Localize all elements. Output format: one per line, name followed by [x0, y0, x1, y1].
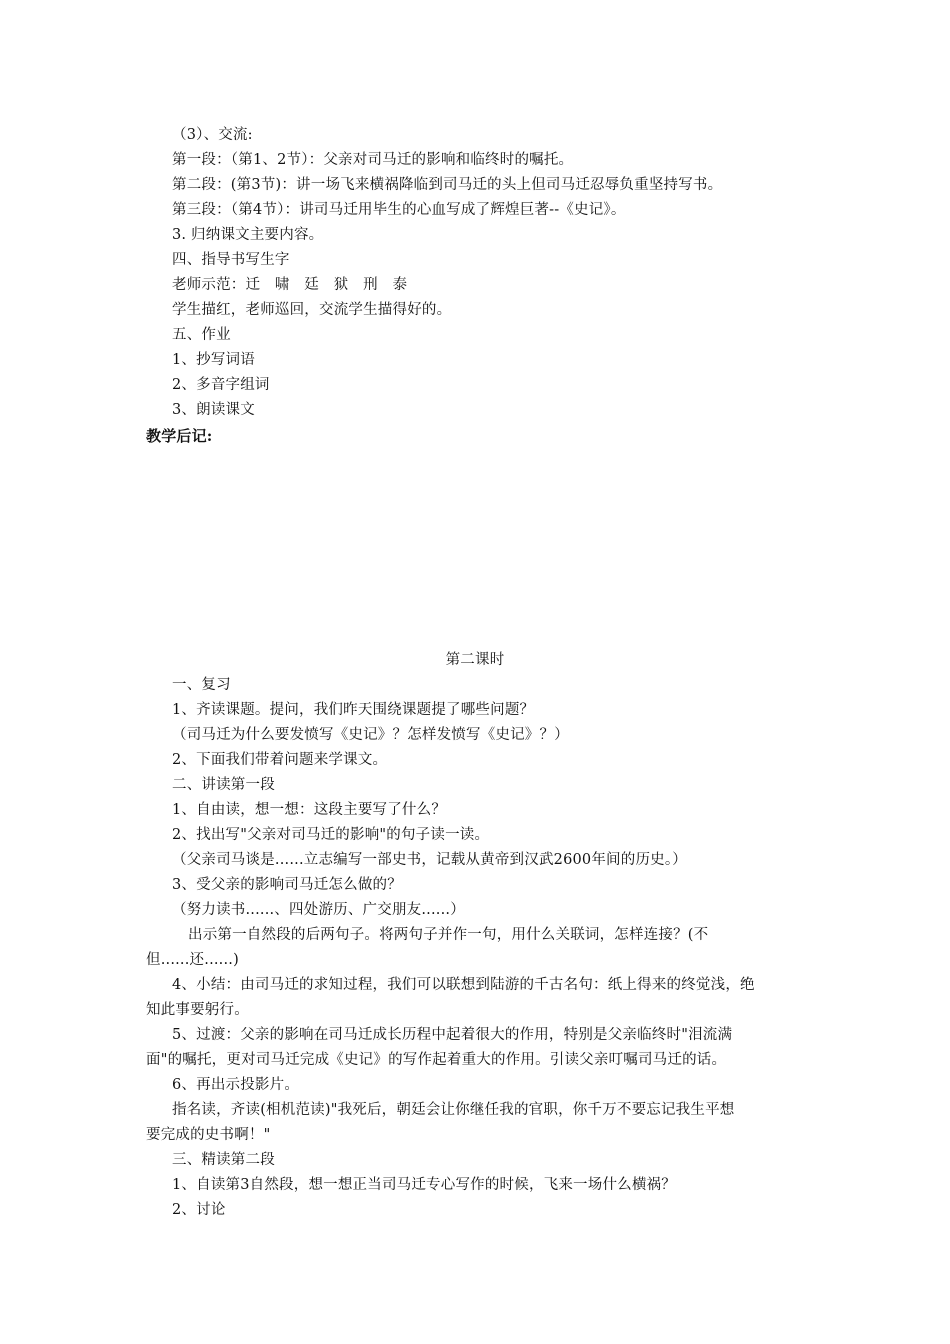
text-line: 3、朗读课文: [172, 402, 255, 418]
paragraph-line: 面"的嘱托，更对司马迁完成《史记》的写作起着重大的作用。引读父亲叮嘱司马迁的话。: [146, 1052, 727, 1068]
text-line: 老师示范：迁 啸 廷 狱 刑 泰: [172, 277, 408, 293]
text-line: 2、多音字组词: [172, 377, 270, 393]
text-line: 第二段：(第3节)：讲一场飞来横祸降临到司马迁的头上但司马迁忍辱负重坚持写书。: [172, 177, 723, 193]
heading-line: 一、复习: [172, 677, 231, 693]
text-line: （父亲司马谈是......立志编写一部史书，记载从黄帝到汉武2600年间的历史。）: [172, 852, 688, 868]
text-line: 3、受父亲的影响司马迁怎么做的？: [172, 877, 402, 893]
text-line: 第三段：（第4节）：讲司马迁用毕生的心血写成了辉煌巨著--《史记》。: [172, 202, 626, 218]
text-line: 2、下面我们带着问题来学课文。: [172, 752, 388, 768]
section-title: 第二课时: [445, 652, 505, 668]
paragraph-line: 5、过渡：父亲的影响在司马迁成长历程中起着很大的作用，特别是父亲临终时"泪流满: [172, 1027, 733, 1043]
text-line: （司马迁为什么要发愤写《史记》？怎样发愤写《史记》？）: [172, 727, 569, 743]
text-line: 1、自读第3自然段，想一想正当司马迁专心写作的时候，飞来一场什么横祸？: [172, 1177, 676, 1193]
text-line: 第一段：（第1、2节）：父亲对司马迁的影响和临终时的嘱托。: [172, 152, 574, 168]
paragraph-line: 指名读，齐读(相机范读)"我死后，朝廷会让你继任我的官职，你千万不要忘记我生平想: [172, 1102, 735, 1118]
heading-line: 四、指导书写生字: [172, 252, 290, 268]
text-line: 1、抄写词语: [172, 352, 255, 368]
text-line: 2、找出写"父亲对司马迁的影响"的句子读一读。: [172, 827, 490, 843]
text-line: 学生描红，老师巡回，交流学生描得好的。: [172, 302, 452, 318]
text-line: 1、自由读，想一想：这段主要写了什么？: [172, 802, 447, 818]
heading-line: 二、讲读第一段: [172, 777, 275, 793]
paragraph-line: 但......还......): [146, 952, 239, 968]
heading-line: 五、作业: [172, 327, 231, 343]
paragraph-line: 出示第一自然段的后两句子。将两句子并作一句，用什么关联词，怎样连接？(不: [188, 927, 709, 943]
text-line: 1、齐读课题。提问，我们昨天围绕课题提了哪些问题？: [172, 702, 535, 718]
paragraph-line: 知此事要躬行。: [146, 1002, 249, 1018]
text-line: 6、再出示投影片。: [172, 1077, 300, 1093]
heading-line: 三、精读第二段: [172, 1152, 275, 1168]
afterword-heading: 教学后记:: [146, 427, 213, 445]
text-line: （努力读书......、四处游历、广交朋友......）: [172, 902, 465, 918]
paragraph-line: 要完成的史书啊！": [146, 1127, 271, 1143]
text-line: （3）、交流:: [172, 127, 253, 143]
text-line: 3. 归纳课文主要内容。: [172, 227, 324, 243]
paragraph-line: 4、小结：由司马迁的求知过程，我们可以联想到陆游的千古名句：纸上得来的终觉浅，绝: [172, 977, 755, 993]
text-line: 2、讨论: [172, 1202, 226, 1218]
